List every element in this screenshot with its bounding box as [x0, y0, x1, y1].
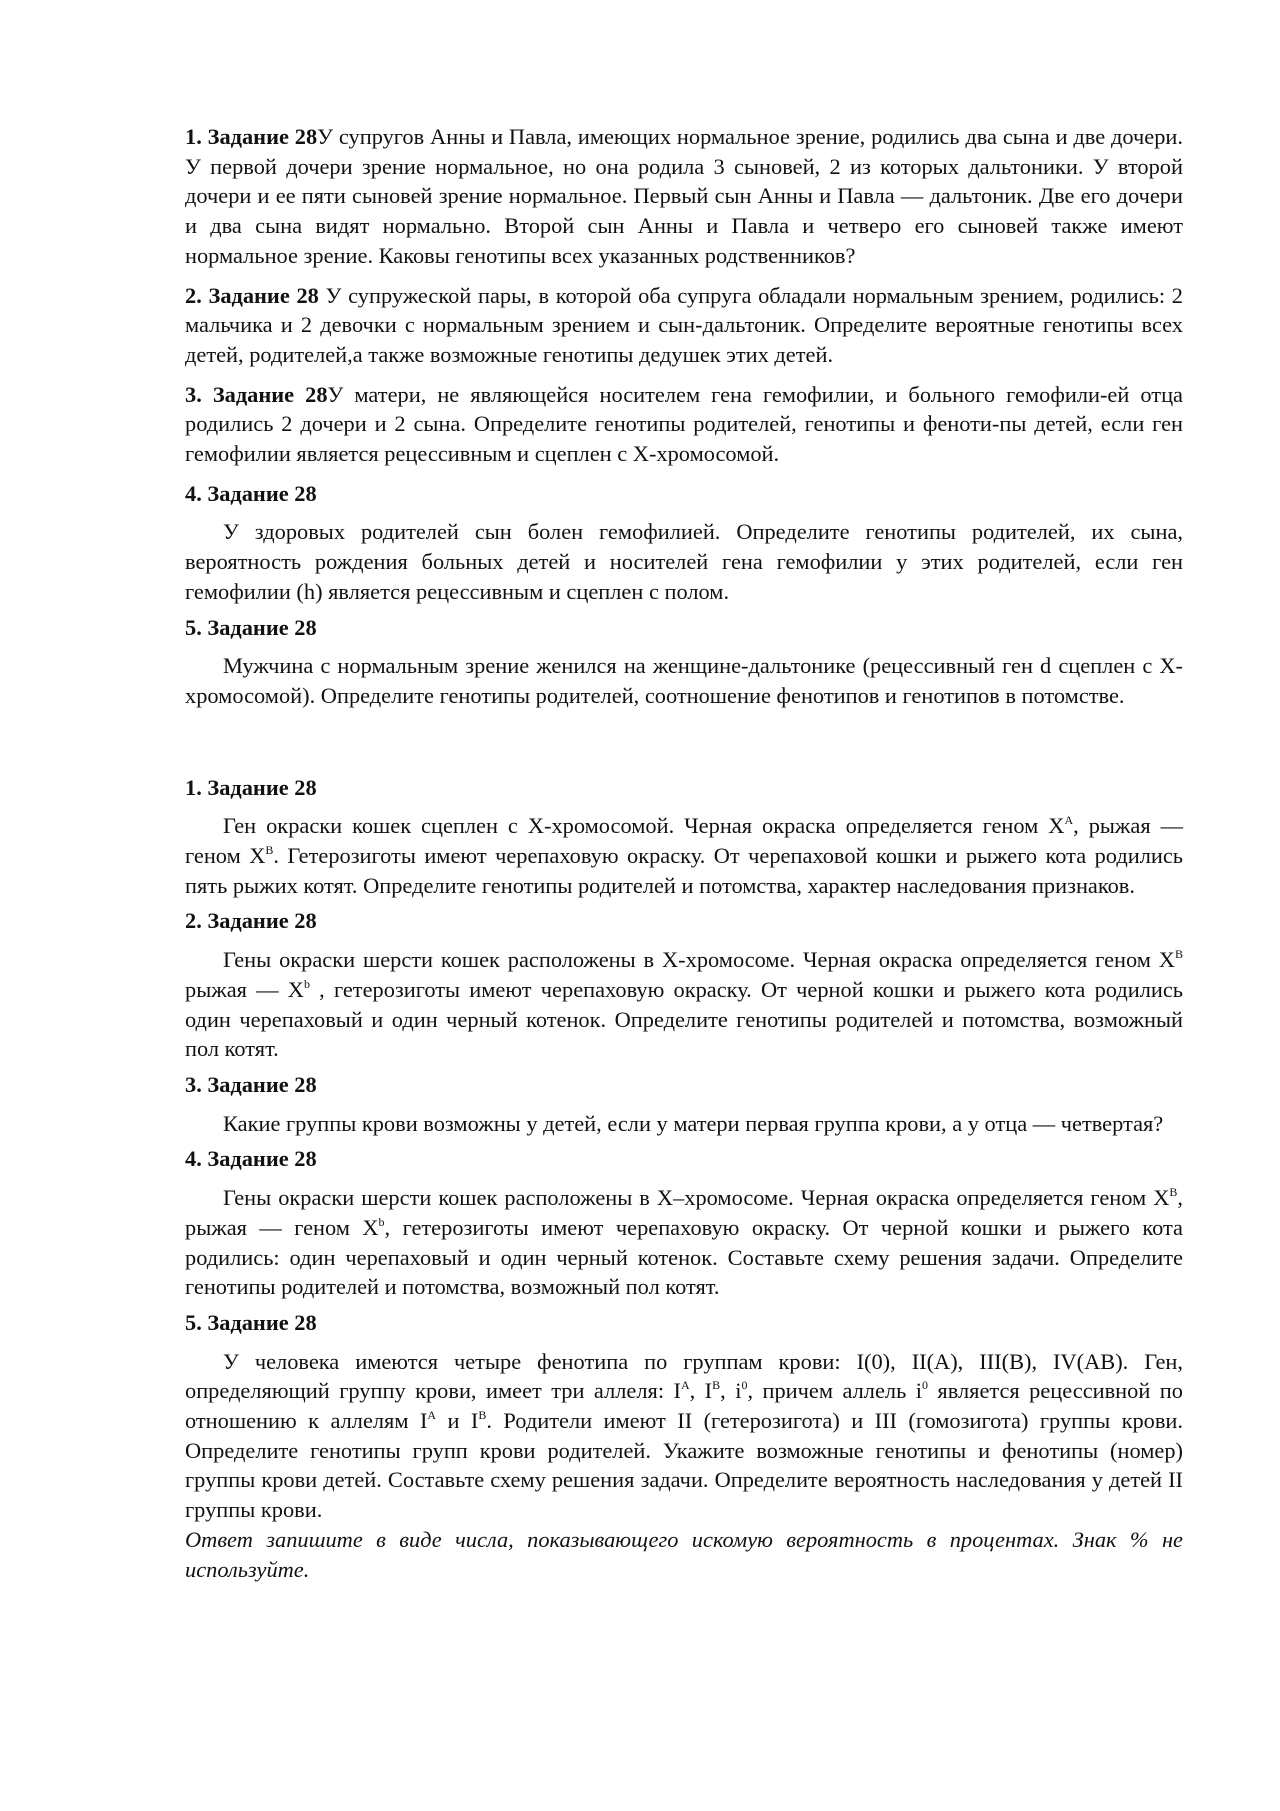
task-3-text: У матери, не являющейся носителем гена гемофилии, и больного гемофили-ей отца родились 2 дочери и 2 сына. Определите генотипы родителей, генотипы и феноти-пы детей, если ген гемофилии является рецессивным и сцеплен с Х-хромосомой.	[185, 381, 1183, 467]
s2-task-3-heading	[185, 1070, 1183, 1100]
superscript: B	[265, 843, 274, 858]
s2-task-5-text	[185, 1347, 1183, 1525]
s2-task-4-part-b: , рыжая — геном Х	[185, 1185, 1183, 1240]
task-1-text: У супругов Анны и Павла, имеющих нормальное зрение, родились два сына и две дочери. У первой дочери зрение нормальное, но она родила 3 сыновей, 2 из которых дальтоники. У второй дочери и ее пяти сыновей зрение нормальное. Первый сын Анны и Павла — дальтоник. Две его дочери и два сына видят нормально. Второй сын Анны и Павла и четверо его сыновей также имеют нормальное зрение. Каковы генотипы всех указанных родственников?	[185, 124, 1184, 268]
s2-task-5-part-c: , i	[720, 1378, 742, 1404]
s2-task-2-text	[185, 945, 1183, 1064]
superscript: B	[1169, 1185, 1178, 1200]
task-3-label: 3. Задание 28	[185, 381, 328, 407]
s2-task-4-part-a: Гены окраски шерсти кошек расположены в Х–хромосоме. Черная окраска определяется геном Х	[223, 1185, 1170, 1211]
s2-task-5-heading	[185, 1308, 1183, 1338]
s2-task-1-heading	[185, 773, 1183, 803]
superscript: b	[378, 1214, 385, 1229]
task-4-heading	[185, 479, 1183, 509]
superscript: A	[1064, 813, 1074, 828]
section-two	[185, 773, 1183, 1585]
s2-task-2-part-c: , гетерозиготы имеют черепаховую окраску. От черной кошки и рыжего кота родились один черепаховый и один черный котенок. Определите генотипы родителей и потомства, возможный пол котят.	[185, 976, 1184, 1062]
s2-task-1-part-a: Ген окраски кошек сцеплен с Х-хромосомой. Черная окраска определяется геном Х	[223, 813, 1065, 839]
task-2-text: У супружеской пары, в которой оба супруга обладали нормальным зрением, родились: 2 мальчика и 2 девочки с нормальным зрением и сын-дальтоник. Определите вероятные генотипы всех детей, родителей,а также возможные генотипы дедушек этих детей.	[185, 282, 1184, 367]
superscript: B	[712, 1378, 721, 1393]
s2-task-4-heading	[185, 1144, 1183, 1174]
superscript: A	[427, 1408, 437, 1423]
s2-task-5-part-d: , причем аллель i	[747, 1378, 922, 1404]
s2-task-1-part-c: . Гетерозиготы имеют черепаховую окраску. От черепаховой кошки и рыжего кота родились пять рыжих котят. Определите генотипы родителей и потомства, характер наследования признаков.	[185, 843, 1183, 898]
s2-task-2-part-b: рыжая — Х	[185, 976, 304, 1002]
s2-task-5-answer-note: Ответ запишите в виде числа, показывающего искомую вероятность в процентах. Знак % не используйте.	[185, 1526, 1183, 1582]
task-5-text: Мужчина с нормальным зрение женился на женщине-дальтонике (рецессивный ген d сцеплен с Х-хромосомой). Определите генотипы родителей, соотношение фенотипов и генотипов в потомстве.	[185, 653, 1183, 708]
superscript: A	[680, 1378, 690, 1393]
task-5-heading	[185, 613, 1183, 643]
s2-task-5-part-b: , I	[689, 1378, 713, 1404]
superscript: 0	[741, 1378, 748, 1393]
task-4-label: 4. Задание 28	[185, 480, 317, 506]
s2-task-2-part-a: Гены окраски шерсти кошек расположены в Х-хромосоме. Черная окраска определяется геном Х	[223, 947, 1175, 973]
task-4-text: У здоровых родителей сын болен гемофилией. Определите генотипы родителей, их сына, вероятность рождения больных детей и носителей гена гемофилии у этих родителей, если ген гемофилии (h) является рецессивным и сцеплен с полом.	[185, 519, 1183, 604]
superscript: B	[478, 1408, 487, 1423]
superscript: 0	[921, 1378, 928, 1393]
s2-task-5-part-e: является рецессивной по отношению к аллелям I	[185, 1378, 1183, 1434]
s2-task-4-text	[185, 1183, 1183, 1302]
superscript: B	[1174, 947, 1183, 962]
s2-task-4-part-c: , гетерозиготы имеют черепаховую окраску. От черной кошки и рыжего кота родились: один черепаховый и один черный котенок. Составьте схему решения задачи. Определите генотипы родителей и потомства, возможный пол котят.	[185, 1214, 1183, 1300]
section-one	[185, 122, 1183, 711]
s2-task-5-part-a: У человека имеются четыре фенотипа по группам крови: I(0), II(A), III(B), IV(AB). Ген, определяющий группу крови, имеет три аллеля: I	[185, 1348, 1183, 1404]
s2-task-2-label: 2. Задание 28	[185, 908, 317, 934]
s2-task-1-part-b: , рыжая — геном Х	[185, 813, 1183, 869]
superscript: b	[303, 976, 310, 991]
task-2-paragraph	[185, 281, 1183, 370]
s2-task-4-label: 4. Задание 28	[185, 1146, 317, 1172]
task-2-label: 2. Задание 28	[185, 282, 319, 308]
task-1-label: 1. Задание 28	[185, 124, 318, 149]
s2-task-3-label: 3. Задание 28	[185, 1071, 317, 1097]
s2-task-1-label: 1. Задание 28	[185, 774, 317, 800]
s2-task-2-heading	[185, 906, 1183, 936]
section-spacer	[185, 711, 1183, 773]
s2-task-5-label: 5. Задание 28	[185, 1309, 317, 1335]
s2-task-5-part-f: и I	[436, 1408, 479, 1434]
task-1-paragraph	[185, 122, 1183, 271]
s2-task-1-text	[185, 811, 1183, 900]
task-5-label: 5. Задание 28	[185, 614, 317, 640]
s2-task-3-text: Какие группы крови возможны у детей, если у матери первая группа крови, а у отца — четвертая?	[223, 1110, 1164, 1136]
task-3-paragraph	[185, 380, 1183, 469]
s2-task-5-part-g: . Родители имеют II (гетерозигота) и III (гомозигота) группы крови. Определите генотипы групп крови родителей. Укажите возможные генотипы и фенотипы (номер) группы крови детей. Составьте схему решения задачи. Определите вероятность наследования у детей II группы крови.	[185, 1408, 1183, 1523]
